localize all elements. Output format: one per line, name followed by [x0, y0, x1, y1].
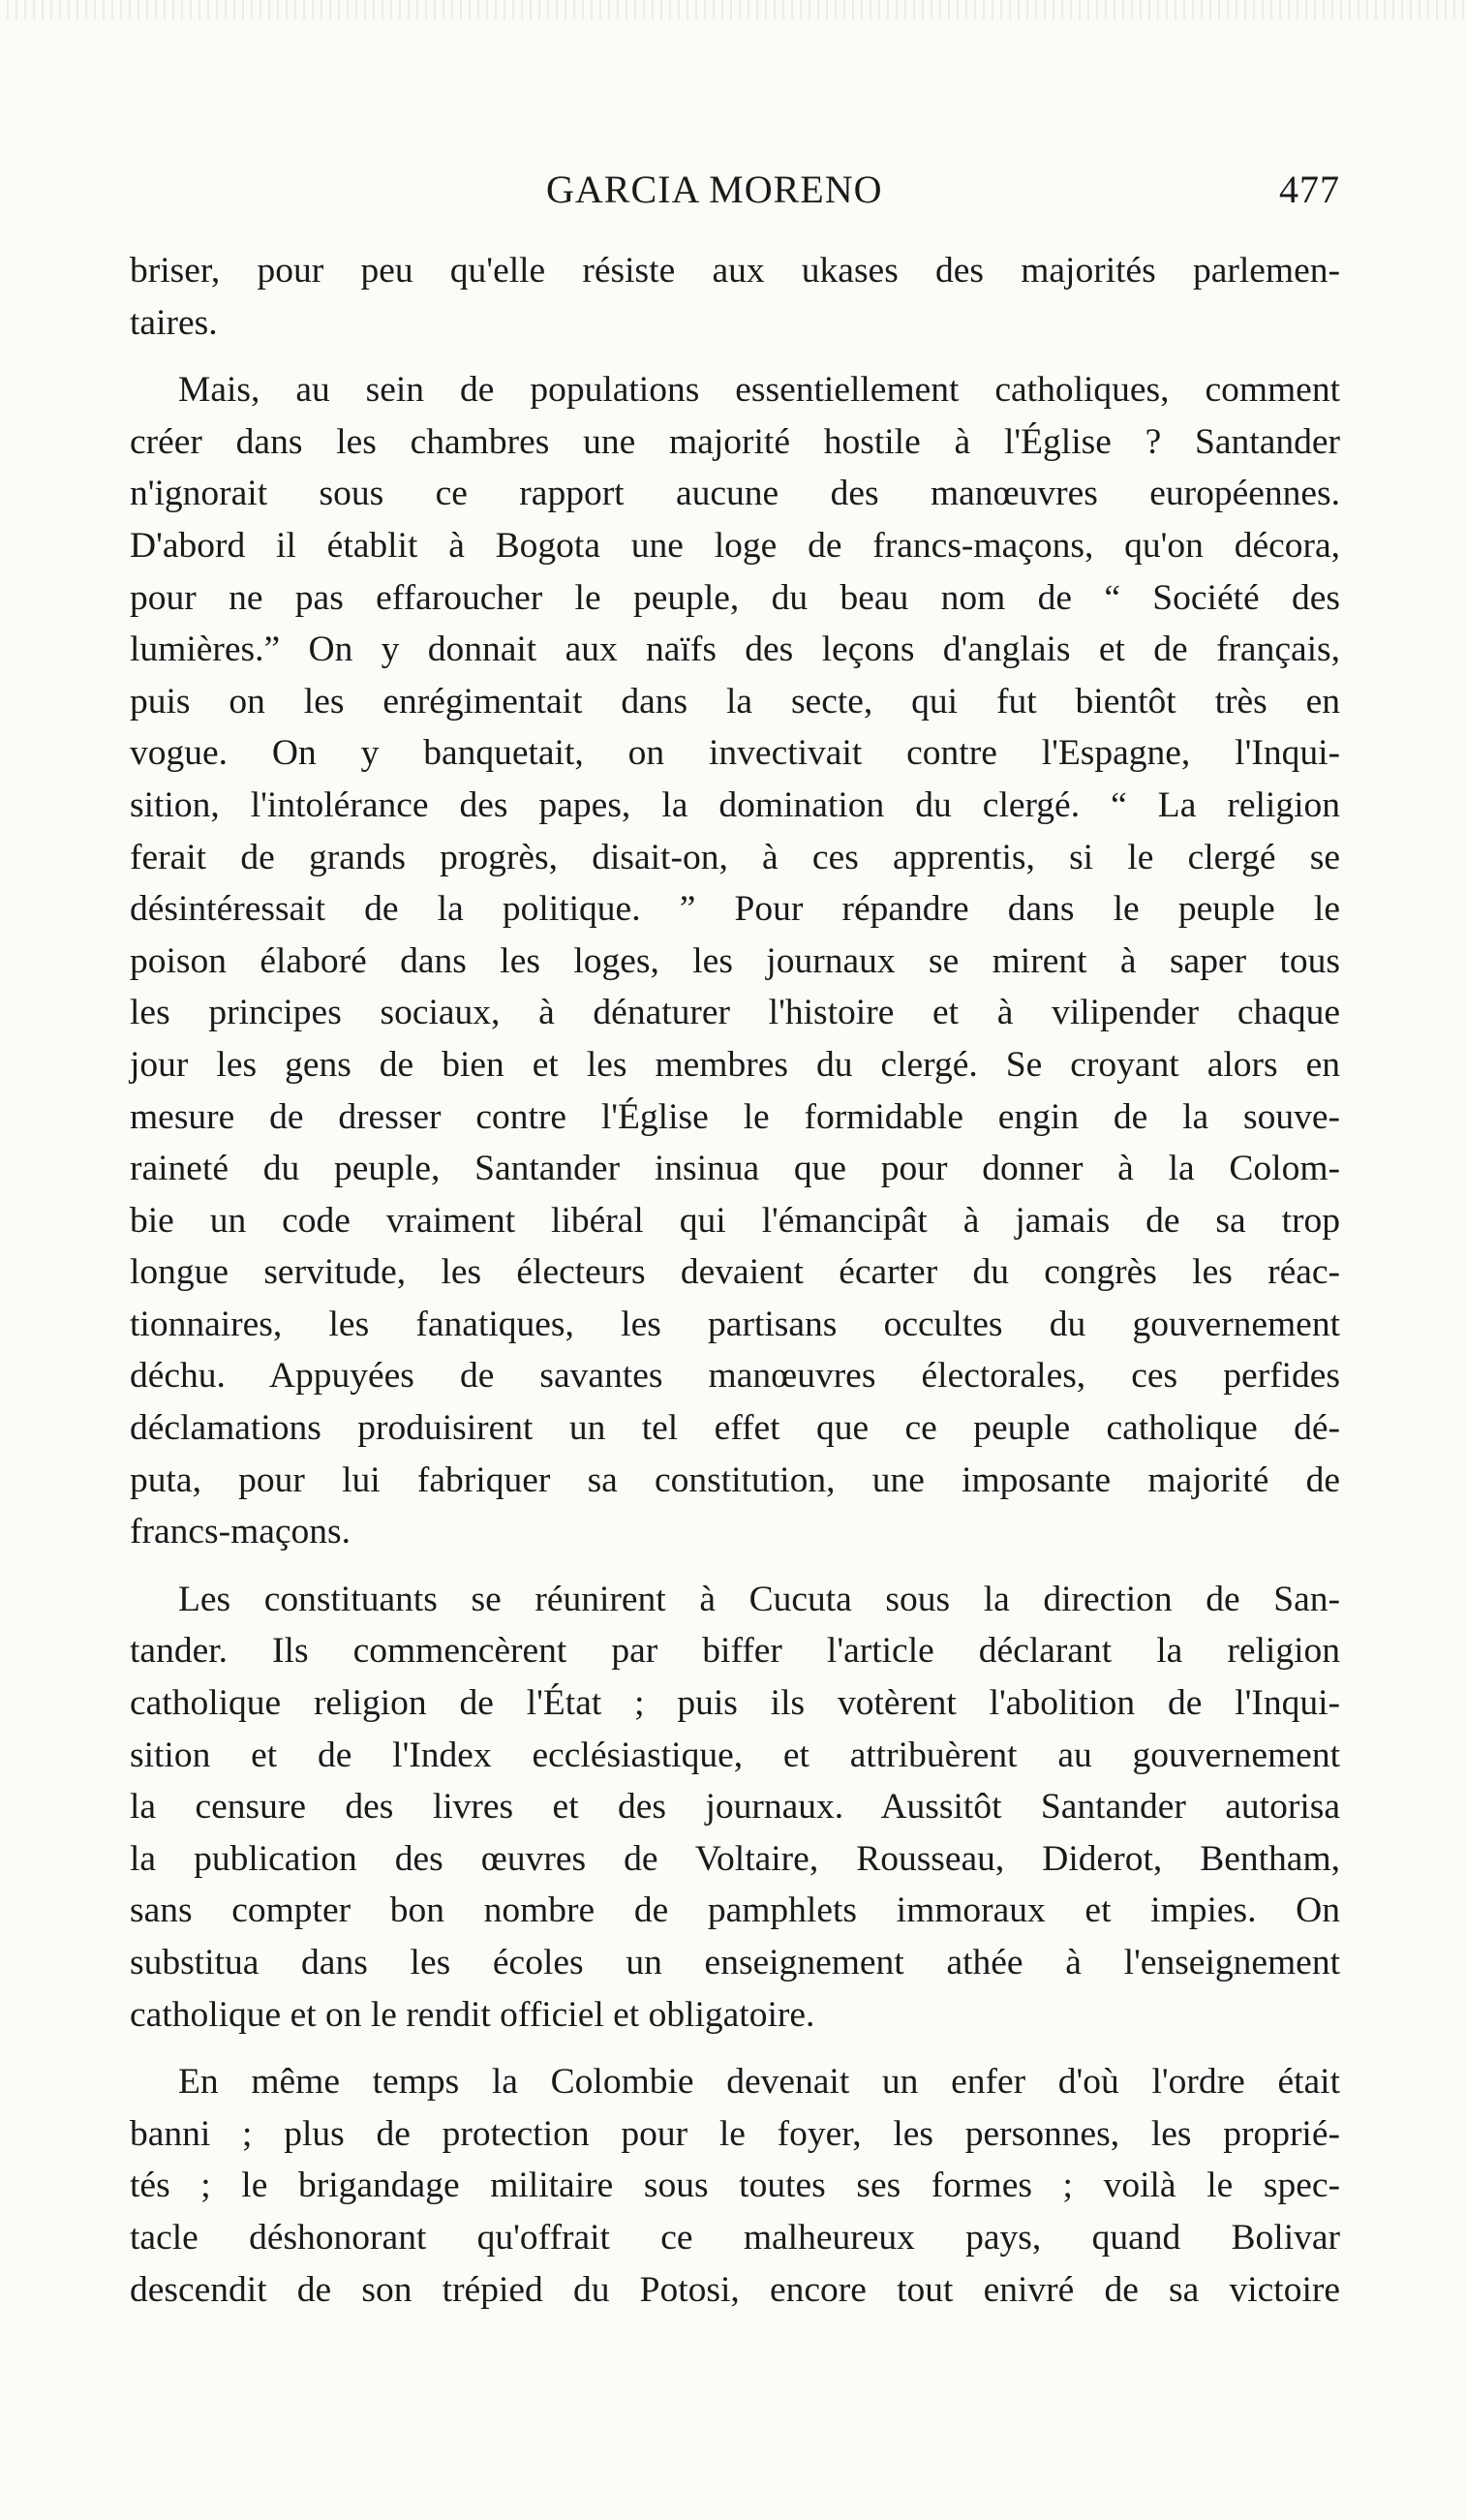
text-line: descendit de son trépied du Potosi, encore tout enivré de sa victoire	[130, 2269, 1340, 2310]
text-line: la censure des livres et des journaux. Aussitôt Santander autorisa	[130, 1787, 1340, 1828]
text-line: déchu. Appuyées de savantes manœuvres électorales, ces perfides	[130, 1356, 1340, 1397]
text-line: puta, pour lui fabriquer sa constitution, une imposante majorité de	[130, 1460, 1340, 1500]
text-line: substitua dans les écoles un enseignement athée à l'enseignement	[130, 1943, 1340, 1982]
paragraph-santander-lodges	[130, 364, 1340, 1558]
text-line: tionnaires, les fanatiques, les partisans occultes du gouvernement	[130, 1304, 1340, 1344]
text-line: catholique et on le rendit officiel et obligatoire.	[130, 1994, 815, 2035]
text-line: sans compter bon nombre de pamphlets immoraux et impies. On	[130, 1890, 1340, 1931]
text-line: banni ; plus de protection pour le foyer, les personnes, les proprié-	[130, 2113, 1340, 2154]
text-line: désintéressait de la politique. ” Pour répandre dans le peuple le	[130, 889, 1340, 930]
text-line: tacle déshonorant qu'offrait ce malheureux pays, quand Bolivar	[130, 2217, 1340, 2258]
text-line: longue servitude, les électeurs devaient écarter du congrès les réac-	[130, 1252, 1340, 1293]
text-line: sition et de l'Index ecclésiastique, et attribuèrent au gouvernement	[130, 1735, 1340, 1775]
text-line: francs-maçons.	[130, 1512, 351, 1552]
paragraph-cucuta-congress	[130, 1574, 1340, 2041]
paragraph-continuation	[130, 245, 1340, 349]
text-line: En même temps la Colombie devenait un enfer d'où l'ordre était	[178, 2062, 1340, 2103]
text-line: taires.	[130, 302, 218, 343]
text-line: catholique religion de l'État ; puis ils votèrent l'abolition de l'Inqui-	[130, 1683, 1340, 1724]
text-line: ferait de grands progrès, disait-on, à ces apprentis, si le clergé se	[130, 837, 1340, 877]
text-line: la publication des œuvres de Voltaire, Rousseau, Diderot, Bentham,	[130, 1838, 1340, 1879]
text-line: raineté du peuple, Santander insinua que pour donner à la Colom-	[130, 1149, 1340, 1189]
text-line: les principes sociaux, à dénaturer l'histoire et à vilipender chaque	[130, 993, 1340, 1033]
text-line: D'abord il établit à Bogota une loge de francs-maçons, qu'on décora,	[130, 525, 1340, 566]
text-line: puis on les enrégimentait dans la secte, qui fut bientôt très en	[130, 681, 1340, 722]
page-header	[130, 155, 1340, 213]
text-line: déclamations produisirent un tel effet que ce peuple catholique dé-	[130, 1408, 1340, 1449]
text-line: tander. Ils commencèrent par biffer l'article déclarant la religion	[130, 1631, 1340, 1672]
text-line: jour les gens de bien et les membres du clergé. Se croyant alors en	[130, 1044, 1340, 1085]
text-line: tés ; le brigandage militaire sous toutes ses formes ; voilà le spec-	[130, 2166, 1340, 2206]
running-head: GARCIA MORENO	[546, 168, 883, 211]
text-line: n'ignorait sous ce rapport aucune des manœuvres européennes.	[130, 474, 1340, 514]
text-line: bie un code vraiment libéral qui l'émancipât à jamais de sa trop	[130, 1200, 1340, 1241]
text-line: Mais, au sein de populations essentiellement catholiques, comment	[178, 370, 1340, 411]
text-line: briser, pour peu qu'elle résiste aux ukases des majorités parlemen-	[130, 251, 1340, 291]
text-line: mesure de dresser contre l'Église le formidable engin de la souve-	[130, 1096, 1340, 1137]
text-line: pour ne pas effaroucher le peuple, du beau nom de “ Société des	[130, 577, 1340, 618]
text-line: créer dans les chambres une majorité hostile à l'Église ? Santander	[130, 421, 1340, 462]
paragraph-colombia-disorder	[130, 2056, 1340, 2316]
page-number: 477	[1279, 168, 1340, 211]
text-line: poison élaboré dans les loges, les journaux se mirent à saper tous	[130, 940, 1340, 981]
text-line: vogue. On y banquetait, on invectivait contre l'Espagne, l'Inqui-	[130, 733, 1340, 774]
text-line: Les constituants se réunirent à Cucuta sous la direction de San-	[178, 1579, 1340, 1619]
scan-artifact-top	[0, 0, 1466, 19]
body-text	[130, 245, 1340, 2316]
text-line: sition, l'intolérance des papes, la domination du clergé. “ La religion	[130, 784, 1340, 825]
text-line: lumières.” On y donnait aux naïfs des leçons d'anglais et de français,	[130, 630, 1340, 670]
